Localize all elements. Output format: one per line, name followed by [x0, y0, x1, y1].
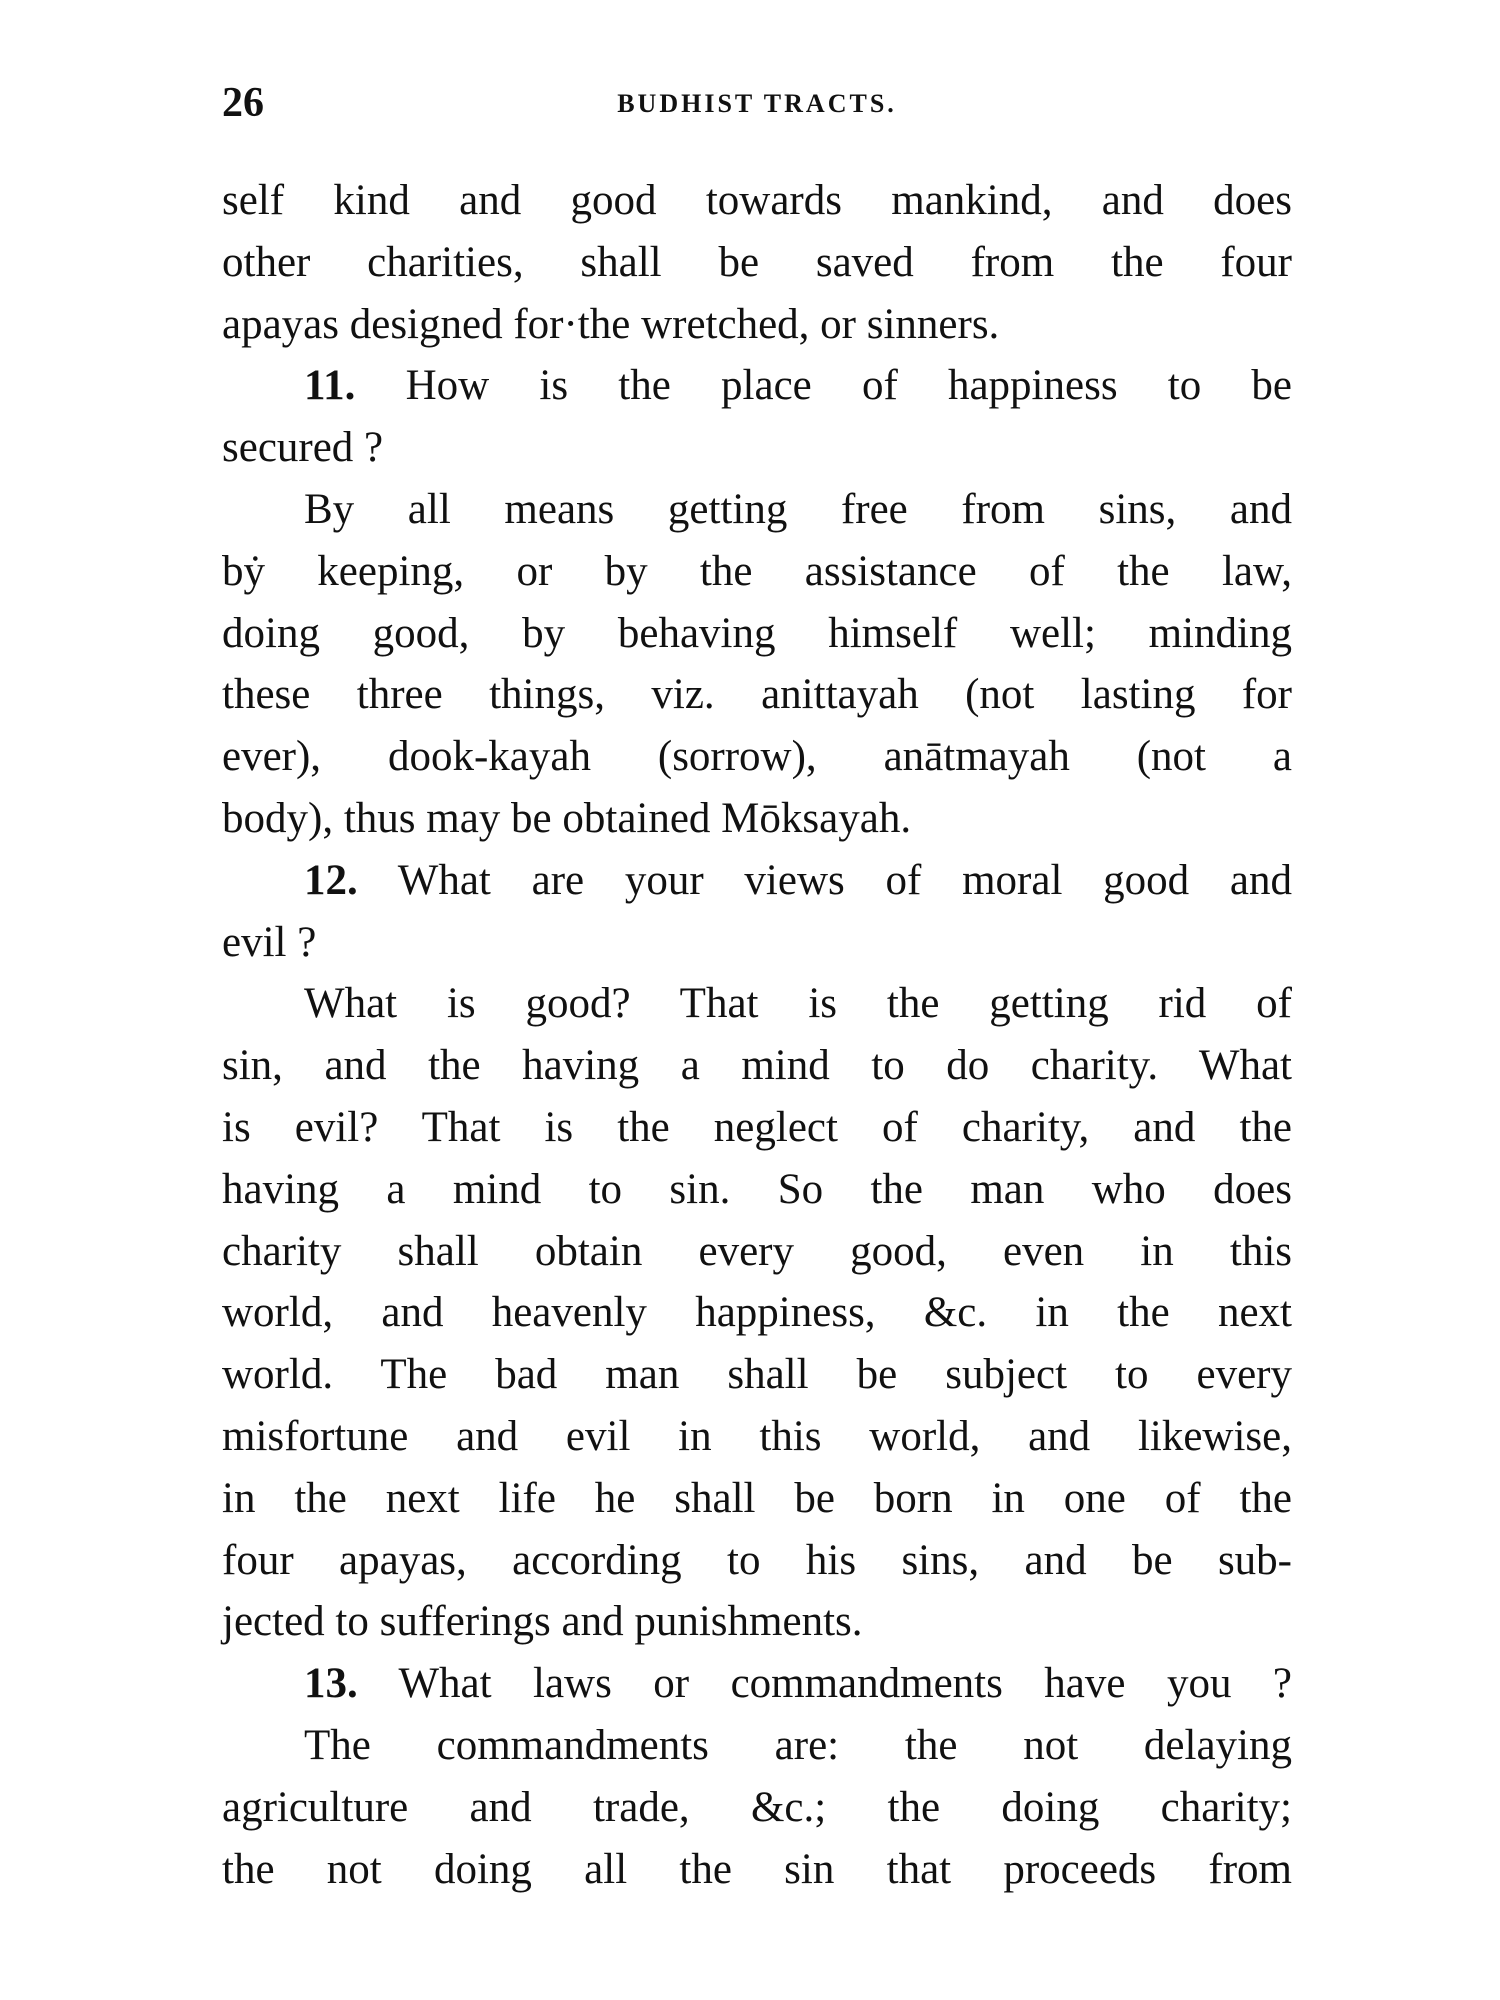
question-text: What laws or commandments have you ? — [398, 1660, 1292, 1708]
text-line: apayas designed for·the wretched, or sinners. — [222, 300, 1000, 348]
question-text: What are your views of moral good and — [397, 856, 1292, 904]
question-number: 12. — [304, 856, 358, 904]
text-line: What is good? That is the getting rid of — [304, 980, 1292, 1028]
text-line: other charities, shall be saved from the four — [222, 238, 1292, 286]
text-line: secured ? — [222, 424, 384, 472]
text-line: misfortune and evil in this world, and likewise, — [222, 1412, 1292, 1460]
text-line: four apayas, according to his sins, and be sub- — [222, 1536, 1292, 1584]
text-line: evil ? — [222, 918, 317, 966]
text-line: By all means getting free from sins, and — [304, 485, 1292, 533]
running-head — [222, 78, 1292, 138]
question-line — [222, 1653, 1292, 1715]
text-line: world, and heavenly happiness, &c. in the next — [222, 1289, 1292, 1337]
text-line: The commandments are: the not delaying — [304, 1721, 1292, 1769]
page-number: 26 — [222, 80, 264, 126]
question-number: 13. — [304, 1660, 358, 1708]
text-line: in the next life he shall be born in one of the — [222, 1474, 1292, 1522]
text-line: sin, and the having a mind to do charity. What — [222, 1042, 1292, 1090]
question-line — [222, 850, 1292, 912]
text-line: the not doing all the sin that proceeds from — [222, 1845, 1292, 1893]
text-line: world. The bad man shall be subject to every — [222, 1351, 1292, 1399]
text-line: charity shall obtain every good, even in this — [222, 1227, 1292, 1275]
running-title: BUDHIST TRACTS. — [617, 89, 897, 118]
text-line: self kind and good towards mankind, and does — [222, 177, 1292, 224]
text-line: bẏ keeping, or by the assistance of the law, — [222, 547, 1292, 595]
text-line: jected to sufferings and punishments. — [222, 1598, 863, 1646]
question-text: How is the place of happiness to be — [405, 362, 1293, 410]
text-line: these three things, viz. anittayah (not lasting for — [222, 671, 1292, 719]
question-number: 11. — [304, 362, 356, 410]
text-line: ever), dook-kayah (sorrow), anātmayah (not a — [222, 733, 1292, 781]
text-line: is evil? That is the neglect of charity, and the — [222, 1103, 1292, 1151]
text-line: having a mind to sin. So the man who does — [222, 1165, 1292, 1213]
text-line: agriculture and trade, &c.; the doing charity; — [222, 1783, 1292, 1831]
question-line — [222, 355, 1292, 417]
body-text — [222, 170, 1292, 1900]
text-line: doing good, by behaving himself well; minding — [222, 609, 1292, 657]
text-line: body), thus may be obtained Mōksayah. — [222, 794, 912, 842]
